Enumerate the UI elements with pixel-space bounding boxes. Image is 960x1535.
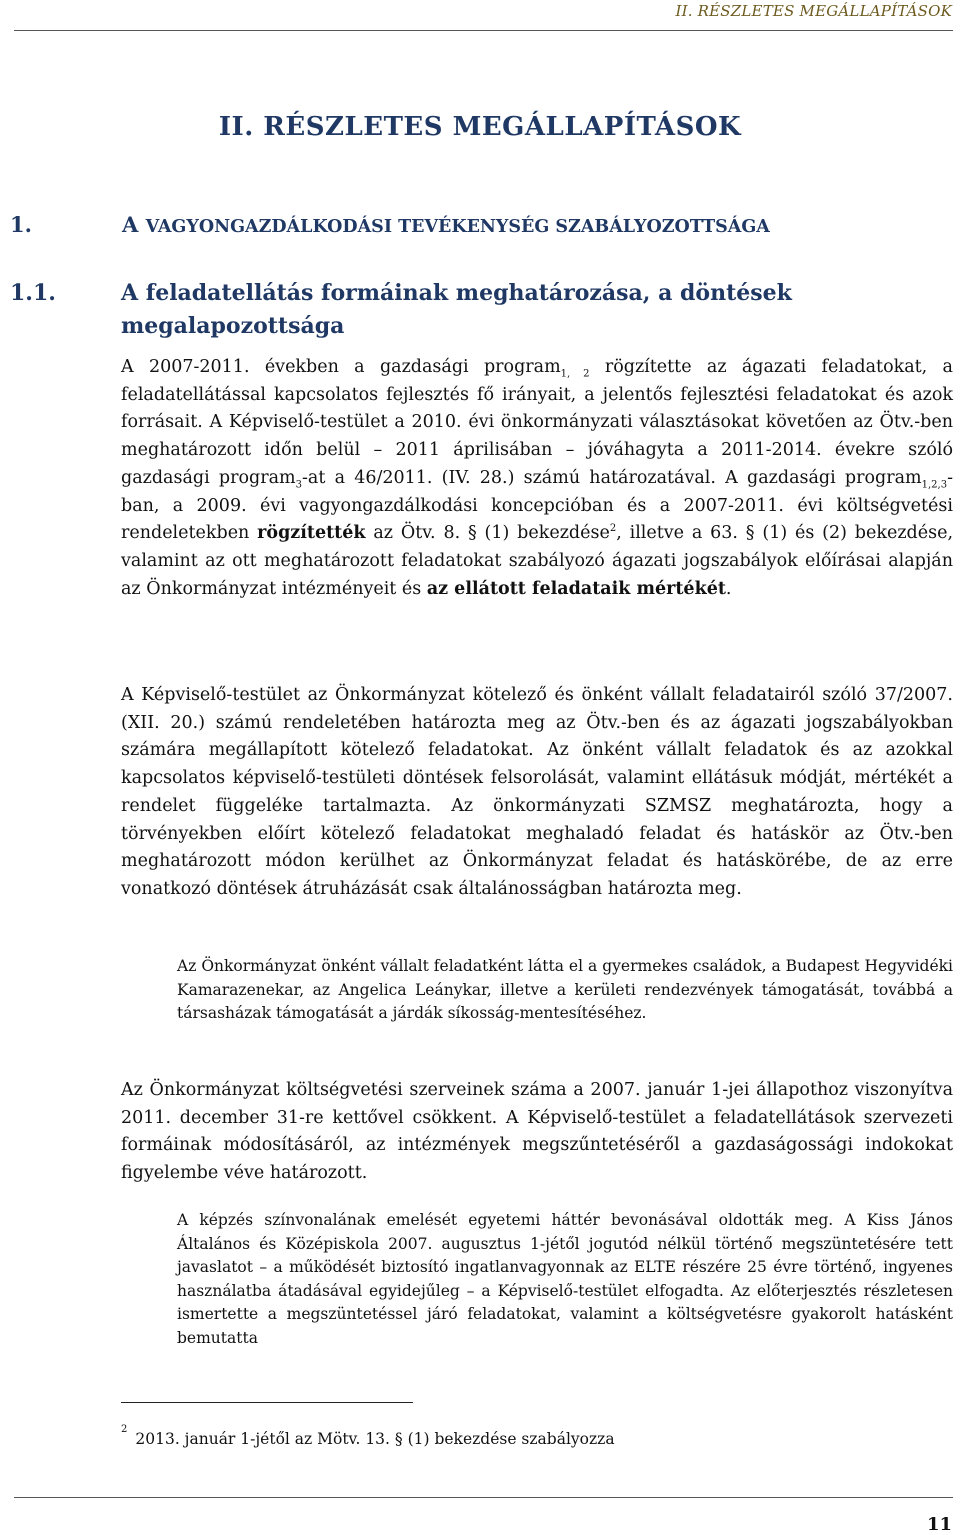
running-header: II. RÉSZLETES MEGÁLLAPÍTÁSOK — [675, 2, 952, 20]
subsection-title: A feladatellátás formáinak meghatározása, a döntések megalapozottsága — [121, 280, 792, 339]
page-number: 11 — [926, 1514, 952, 1535]
paragraph-2: A Képviselő-testület az Önkormányzat kötelező és önként vállalt feladatairól szóló 37/2007. (XII. 20.) számú rendeletében határozta meg az Ötv.-ben és az ágazati jogszabályokban számára megállapított kötelező feladatokat. Az önként vállalt feladatok és az azokkal kapcsolatos képviselő-testületi döntések felsorolását, valamint ellátásuk módját, mértékét a rendelet függeléke tartalmazta. Az önkormányzati SZMSZ meghatározta, hogy a törvényekben előírt kötelező feladatokat meghaladó feladat és hatáskör az Ötv.-ben meghatározott módon kerülhet az Önkormányzat feladat és hatáskörébe, de az erre vonatkozó döntések átruházását csak általánosságban határozta meg. — [121, 685, 953, 899]
footnote — [121, 1423, 615, 1448]
subsection-number: 1.1. — [10, 280, 56, 306]
section-heading-1 — [10, 212, 770, 237]
footer-rule — [14, 1497, 953, 1498]
paragraph-3: Az Önkormányzat költségvetési szerveinek száma a 2007. január 1-jei állapothoz viszonyítva 2011. december 31-re kettővel csökkent. A Képviselő-testület a feladatellátások szervezeti formáinak módosításáról, az intézmények megszűntetéséről a gazdaságossági indokokat figyelembe véve határozott. — [121, 1080, 953, 1184]
section-title: VAGYONGAZDÁLKODÁSI TEVÉKENYSÉG SZABÁLYOZOTTSÁGA — [145, 217, 770, 237]
subsection-heading-1-1 — [10, 277, 956, 343]
finding-box-1: Az Önkormányzat önként vállalt feladatként látta el a gyermekes családok, a Budapest Hegyvidéki Kamarazenekar, az Angelica Leánykar, illetve a kerületi rendezvények támogatását, továbbá a társasházak támogatását a járdák síkosság-mentesítéséhez. — [177, 957, 953, 1022]
finding-box-2: A képzés színvonalának emelését egyetemi háttér bevonásával oldották meg. A Kiss János Általános és Középiskola 2007. augusztus 1-jétől jogutód nélkül történő megszüntetésére tett javaslatot – a működését biztosító ingatlanvagyonnak az ELTE részére 25 évre történő, ingyenes használatba átadásával egyidejűleg – a Képviselő-testület elfogadta. Az előterjesztés részletesen ismertette a megszüntetéssel járó feladatokat, valamint a költségvetésre gyakorolt hatásként bemutatta — [177, 1211, 953, 1347]
chapter-title: II. RÉSZLETES MEGÁLLAPÍTÁSOK — [218, 112, 742, 142]
footnote-ref: 2 — [609, 523, 617, 535]
paragraph-1: A 2007-2011. években a gazdasági program$_{1, 2}$ rögzítette az ágazati feladatokat, a feladatellátással kapcsolatos fejlesztés fő irányait, a jelentős fejlesztési feladatokat és azok forrásait. A Képviselő-testület a 2010. évi önkormányzati választásokat követően az Ötv.-ben meghatározott időn belül – 2011 áprilisában – jóváhagyta a 2011-2014. évekre szóló gazdasági program$_3$-at a 46/2011. (IV. 28.) számú határozatával. A gazdasági program$_{1,2,3}$-ban, a 2009. évi vagyongazdálkodási koncepcióban és a 2007-2011. évi költségvetési rendeletekben rögzítették az Ötv. 8. § (1) bekezdése$^2$, illetve a 63. § (1) és (2) bekezdése, valamint az ott meghatározott feladatokat szabályozó ágazati jogszabályok előírásai alapján az Önkormányzat intézményeit és az ellátott feladataik mértékét. — [121, 357, 954, 599]
section-number: 1. — [10, 212, 32, 237]
footnote-rule — [121, 1402, 413, 1403]
header-rule — [14, 30, 953, 31]
section-title-lead: A — [122, 212, 139, 237]
footnote-mark: 2 — [121, 1423, 128, 1435]
footnote-text: 2013. január 1-jétől az Mötv. 13. § (1) bekezdése szabályozza — [135, 1430, 615, 1448]
